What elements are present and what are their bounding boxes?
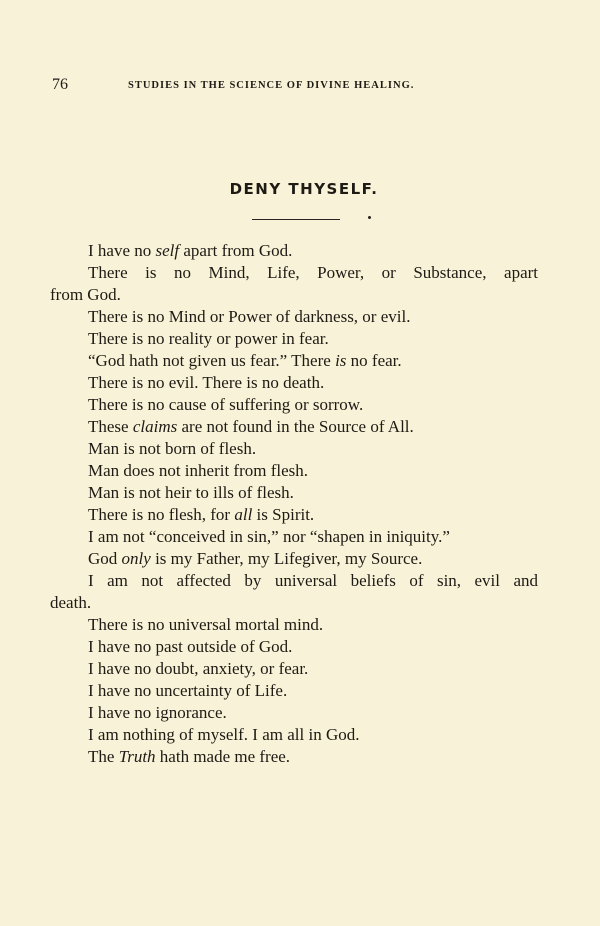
text-line <box>50 746 538 768</box>
text-line: There is no Mind, Life, Power, or Substance, apart <box>88 263 538 282</box>
italic-word: is <box>335 351 347 370</box>
text-line: Man is not born of flesh. <box>88 439 257 458</box>
italic-word: claims <box>132 417 178 436</box>
text-line: I am not “conceived in sin,” nor “shapen in iniquity.” <box>88 527 450 546</box>
text-span: These <box>88 417 133 436</box>
text-line <box>50 504 538 526</box>
text-span: is Spirit. <box>252 505 315 524</box>
text-span: hath made me free. <box>155 747 291 766</box>
text-span: There is no flesh, for <box>88 505 235 524</box>
italic-word: all <box>234 505 253 524</box>
title-rule <box>252 219 340 220</box>
text-line: death. <box>50 593 92 612</box>
text-line <box>50 350 538 372</box>
text-span: The <box>88 747 119 766</box>
text-span: is my Father, my Lifegiver, my Source. <box>150 549 423 568</box>
ornament-dot <box>368 216 371 219</box>
poem-body <box>50 240 538 768</box>
text-span: no fear. <box>346 351 402 370</box>
text-span: are not found in the Source of All. <box>177 417 414 436</box>
running-head: STUDIES IN THE SCIENCE OF DIVINE HEALING. <box>128 80 415 91</box>
text-line <box>50 240 538 262</box>
text-line: I have no past outside of God. <box>88 637 293 656</box>
text-line: There is no cause of suffering or sorrow. <box>88 395 364 414</box>
italic-word: only <box>121 549 151 568</box>
text-line: I have no ignorance. <box>88 703 227 722</box>
chapter-title: DENY THYSELF. <box>229 180 379 198</box>
text-line: from God. <box>50 285 121 304</box>
italic-word: Truth <box>118 747 156 766</box>
text-span: I have no <box>88 241 156 260</box>
text-line: Man is not heir to ills of flesh. <box>88 483 294 502</box>
text-line: I am not affected by universal beliefs of sin, evil and <box>88 571 538 590</box>
text-line: I have no doubt, anxiety, or fear. <box>88 659 309 678</box>
text-line: Man does not inherit from flesh. <box>88 461 309 480</box>
text-span: apart from God. <box>179 241 293 260</box>
text-span: “God hath not given us fear.” There <box>88 351 336 370</box>
text-line <box>50 416 538 438</box>
text-line: There is no Mind or Power of darkness, or evil. <box>88 307 411 326</box>
text-line <box>50 548 538 570</box>
text-line: There is no universal mortal mind. <box>88 615 324 634</box>
text-line: I am nothing of myself. I am all in God. <box>88 725 360 744</box>
text-line: There is no evil. There is no death. <box>88 373 325 392</box>
text-line: There is no reality or power in fear. <box>88 329 329 348</box>
text-span: God <box>88 549 122 568</box>
italic-word: self <box>155 241 180 260</box>
text-line: I have no uncertainty of Life. <box>88 681 288 700</box>
page-number: 76 <box>52 76 68 93</box>
